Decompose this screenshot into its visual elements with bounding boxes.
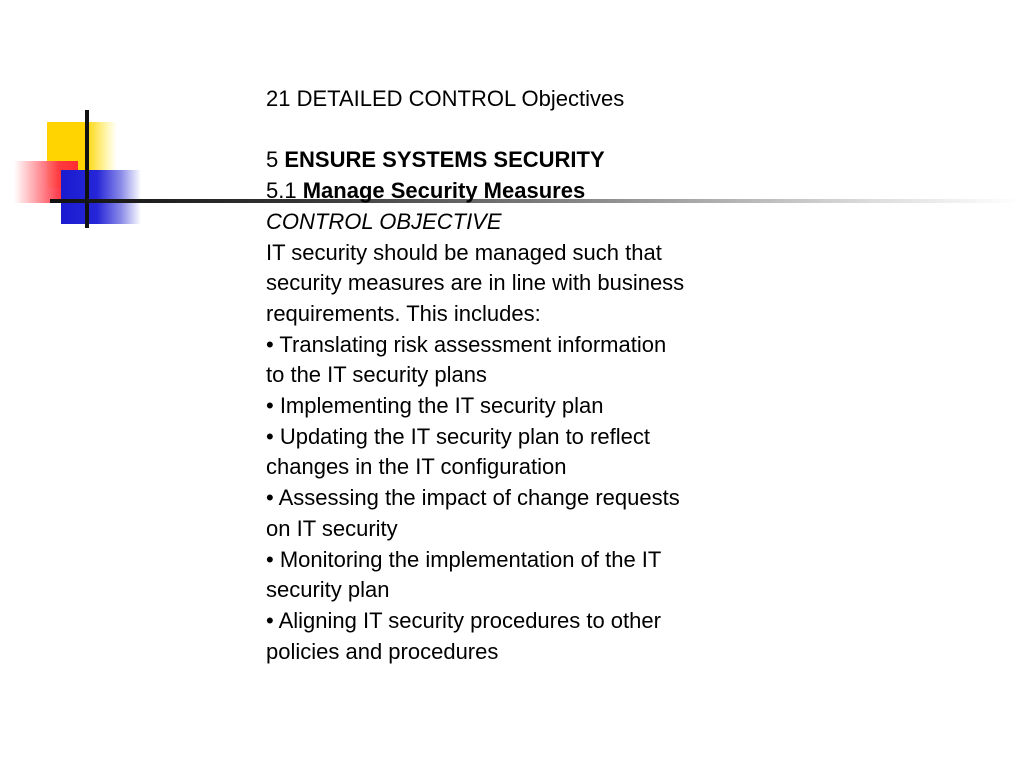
slide-heading: 21 DETAILED CONTROL Objectives [266, 86, 625, 111]
subsection-heading [266, 176, 766, 207]
bullet-item-1-line-1: • Translating risk assessment information [266, 331, 667, 357]
spacer [266, 115, 766, 146]
bullet-item-1-line-2: to the IT security plans [266, 362, 487, 388]
bullet-item-5-line-2: security plan [266, 577, 390, 603]
subsection-title: Manage Security Measures [302, 178, 586, 204]
blue-square-shape [61, 170, 141, 224]
intro-line-1: IT security should be managed such that [266, 239, 662, 265]
bullet-item-5-line-1: • Monitoring the implementation of the IT [266, 546, 662, 572]
intro-line-3: requirements. This includes: [266, 300, 541, 326]
slide-body [266, 84, 766, 667]
bullet-item-4-line-1: • Assessing the impact of change requests [266, 485, 680, 511]
intro-line-2: security measures are in line with business [266, 270, 685, 296]
bullet-item-3-line-1: • Updating the IT security plan to reflect [266, 423, 650, 449]
bullet-item-6-line-2: policies and procedures [266, 638, 499, 664]
bullet-item-2-line-1: • Implementing the IT security plan [266, 393, 604, 419]
vertical-line [85, 110, 89, 228]
section-heading [266, 145, 766, 176]
bullet-item-3-line-2: changes in the IT configuration [266, 454, 567, 480]
control-objective-label: CONTROL OBJECTIVE [266, 208, 502, 234]
bullet-item-6-line-1: • Aligning IT security procedures to other [266, 607, 661, 633]
bullet-item-4-line-2: on IT security [266, 515, 398, 541]
section-number: 5 [266, 147, 279, 173]
subsection-number: 5.1 [266, 178, 297, 204]
section-title: ENSURE SYSTEMS SECURITY [284, 147, 605, 173]
